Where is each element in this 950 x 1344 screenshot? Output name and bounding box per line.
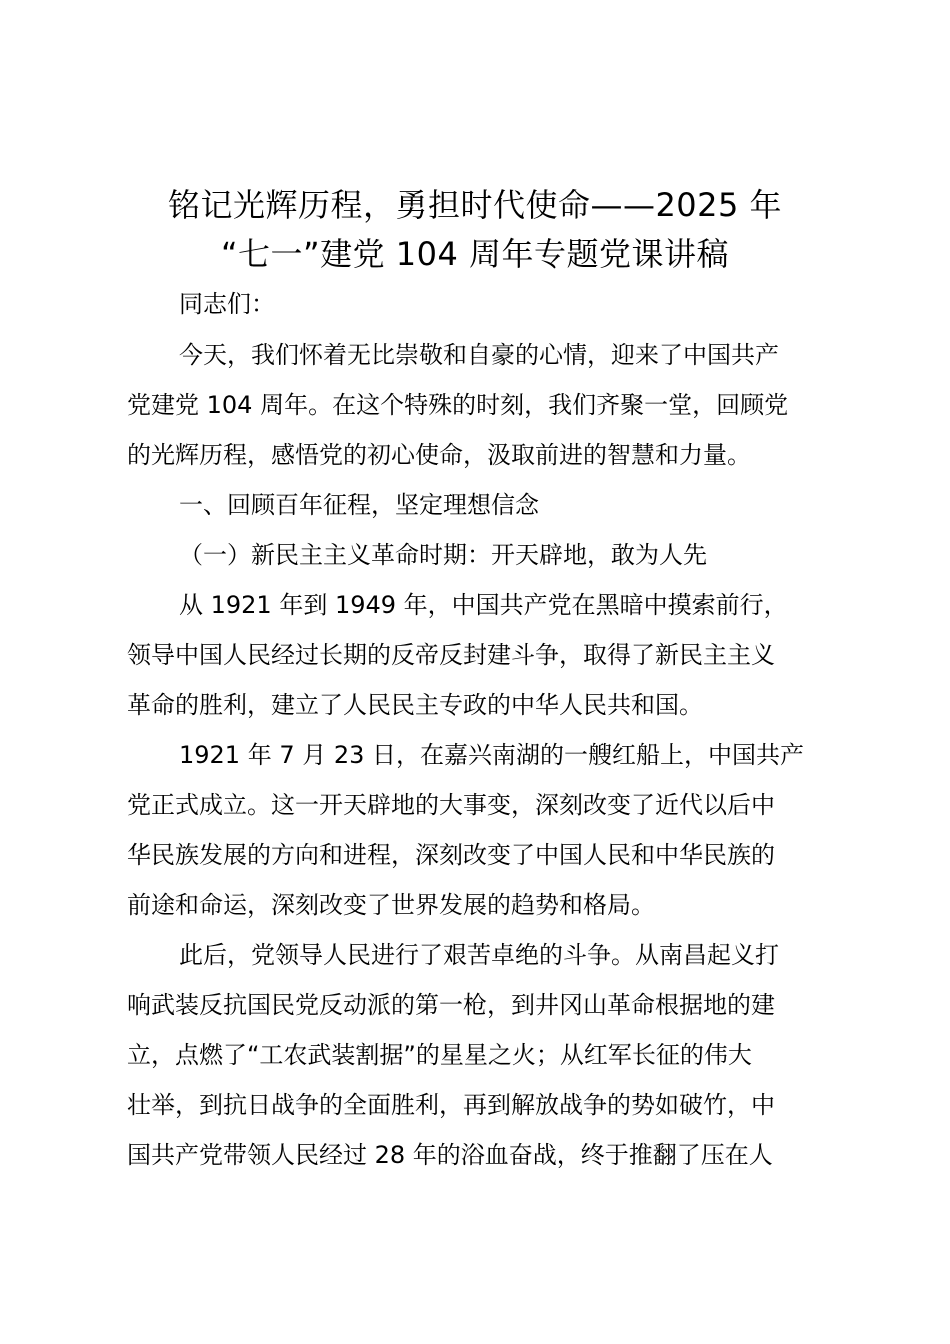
paragraph-line: 此后，党领导人民进行了艰苦卓绝的斗争。从南昌起义打 [179, 941, 779, 969]
paragraph-line: 前途和命运，深刻改变了世界发展的趋势和格局。 [127, 891, 655, 919]
paragraph-line: 党正式成立。这一开天辟地的大事变，深刻改变了近代以后中 [127, 791, 775, 819]
paragraph-line: 华民族发展的方向和进程，深刻改变了中国人民和中华民族的 [127, 841, 775, 869]
document-title-line-2: “七一”建党 104 周年专题党课讲稿 [220, 235, 730, 273]
paragraph-line: 立，点燃了“工农武装割据”的星星之火；从红军长征的伟大 [127, 1041, 752, 1069]
paragraph-line: 革命的胜利，建立了人民民主专政的中华人民共和国。 [127, 691, 703, 719]
subsection-heading: （一）新民主主义革命时期：开天辟地，敢为人先 [179, 541, 707, 569]
paragraph-line: 壮举，到抗日战争的全面胜利，再到解放战争的势如破竹，中 [127, 1091, 775, 1119]
paragraph-line: 领导中国人民经过长期的反帝反封建斗争，取得了新民主主义 [127, 641, 775, 669]
paragraph-line: 1921 年 7 月 23 日，在嘉兴南湖的一艘红船上，中国共产 [179, 741, 805, 769]
document-title-line-1: 铭记光辉历程，勇担时代使命——2025 年 [167, 186, 783, 224]
paragraph-line: 响武装反抗国民党反动派的第一枪，到井冈山革命根据地的建 [127, 991, 775, 1019]
paragraph-line: 的光辉历程，感悟党的初心使命，汲取前进的智慧和力量。 [127, 441, 751, 469]
paragraph-line: 从 1921 年到 1949 年，中国共产党在黑暗中摸索前行， [179, 591, 788, 619]
paragraph-line: 今天，我们怀着无比崇敬和自豪的心情，迎来了中国共产 [179, 341, 779, 369]
section-heading: 一、回顾百年征程，坚定理想信念 [179, 491, 539, 519]
paragraph-line: 党建党 104 周年。在这个特殊的时刻，我们齐聚一堂，回顾党 [127, 391, 789, 419]
salutation: 同志们： [179, 290, 275, 318]
paragraph-line: 国共产党带领人民经过 28 年的浴血奋战，终于推翻了压在人 [127, 1141, 773, 1169]
